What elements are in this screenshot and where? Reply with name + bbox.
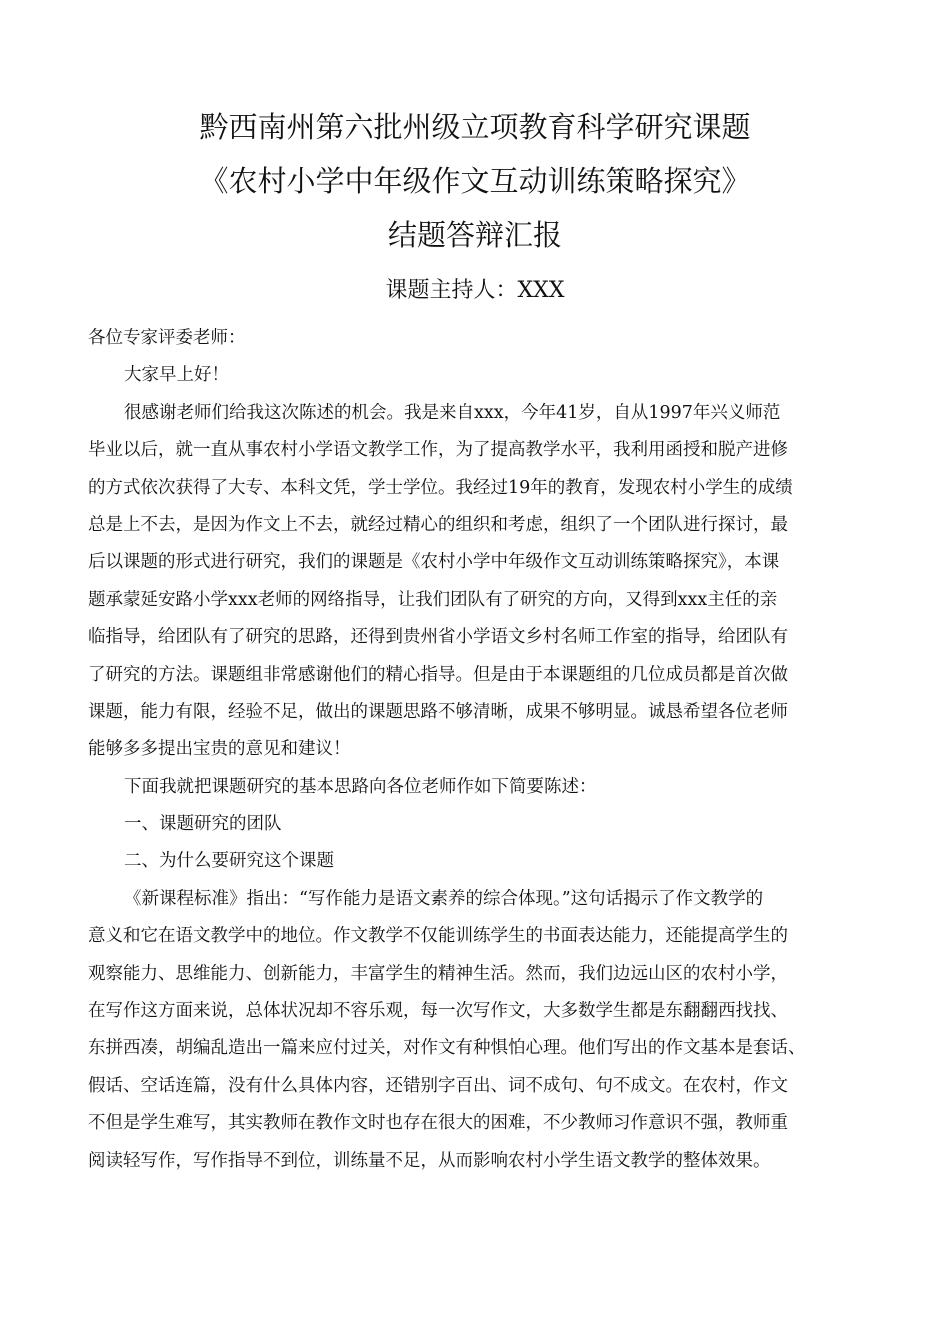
body-line: 大家早上好！ [124, 365, 229, 386]
body-line: 意义和它在语文教学中的地位。作文教学不仅能训练学生的书面表达能力，还能提高学生的 [88, 926, 788, 947]
title-line-2: 《农村小学中年级作文互动训练策略探究》 [199, 164, 751, 198]
body-text [88, 320, 878, 1180]
body-line: 后以课题的形式进行研究，我们的课题是《农村小学中年级作文互动训练策略探究》，本课 [88, 552, 780, 573]
body-line: 题承蒙延安路小学xxx老师的网络指导，让我们团队有了研究的方向，又得到xxx主任的亲 [88, 589, 778, 610]
body-line: 能够多多提出宝贵的意见和建议！ [88, 739, 351, 760]
body-line: 课题，能力有限，经验不足，做出的课题思路不够清晰，成果不够明显。诚恳希望各位老师 [88, 701, 788, 722]
body-line: 在写作这方面来说，总体状况却不容乐观，每一次写作文，大多数学生都是东翻翻西找找、 [88, 1001, 788, 1022]
host-line: 课题主持人：XXX [385, 278, 565, 303]
body-line: 《新课程标准》指出：“写作能力是语文素养的综合体现。”这句话揭示了作文教学的 [124, 888, 764, 909]
body-line: 的方式依次获得了大专、本科文凭，学士学位。我经过19年的教育，发现农村小学生的成绩 [88, 477, 793, 498]
body-line: 阅读轻写作，写作指导不到位，训练量不足，从而影响农村小学生语文教学的整体效果。 [88, 1150, 771, 1171]
body-line: 假话、空话连篇，没有什么具体内容，还错别字百出、词不成句、句不成文。在农村，作文 [88, 1075, 788, 1096]
title-block [0, 100, 950, 312]
body-line: 二、为什么要研究这个课题 [124, 851, 334, 872]
body-line: 不但是学生难写，其实教师在教作文时也存在很大的困难，不少教师习作意识不强，教师重 [88, 1113, 788, 1134]
body-line: 一、课题研究的团队 [124, 814, 282, 835]
body-line: 下面我就把课题研究的基本思路向各位老师作如下简要陈述： [124, 776, 597, 797]
body-line: 观察能力、思维能力、创新能力，丰富学生的精神生活。然而，我们边远山区的农村小学， [88, 963, 788, 984]
body-line: 总是上不去，是因为作文上不去，就经过精心的组织和考虑，组织了一个团队进行探讨，最 [88, 514, 788, 535]
body-line: 了研究的方法。课题组非常感谢他们的精心指导。但是由于本课题组的几位成员都是首次做 [88, 664, 788, 685]
title-line-3: 结题答辩汇报 [387, 218, 562, 252]
body-line: 很感谢老师们给我这次陈述的机会。我是来自xxx，今年41岁，自从1997年兴义师范 [124, 402, 781, 423]
body-line: 各位专家评委老师： [88, 328, 246, 348]
body-line: 东拼西凑，胡编乱造出一篇来应付过关，对作文有种惧怕心理。他们写出的作文基本是套话、 [88, 1038, 806, 1059]
body-line: 临指导，给团队有了研究的思路，还得到贵州省小学语文乡村名师工作室的指导，给团队有 [88, 627, 788, 648]
title-line-1: 黔西南州第六批州级立项教育科学研究课题 [199, 110, 751, 144]
body-line: 毕业以后，就一直从事农村小学语文教学工作，为了提高教学水平，我利用函授和脱产进修 [88, 440, 788, 461]
